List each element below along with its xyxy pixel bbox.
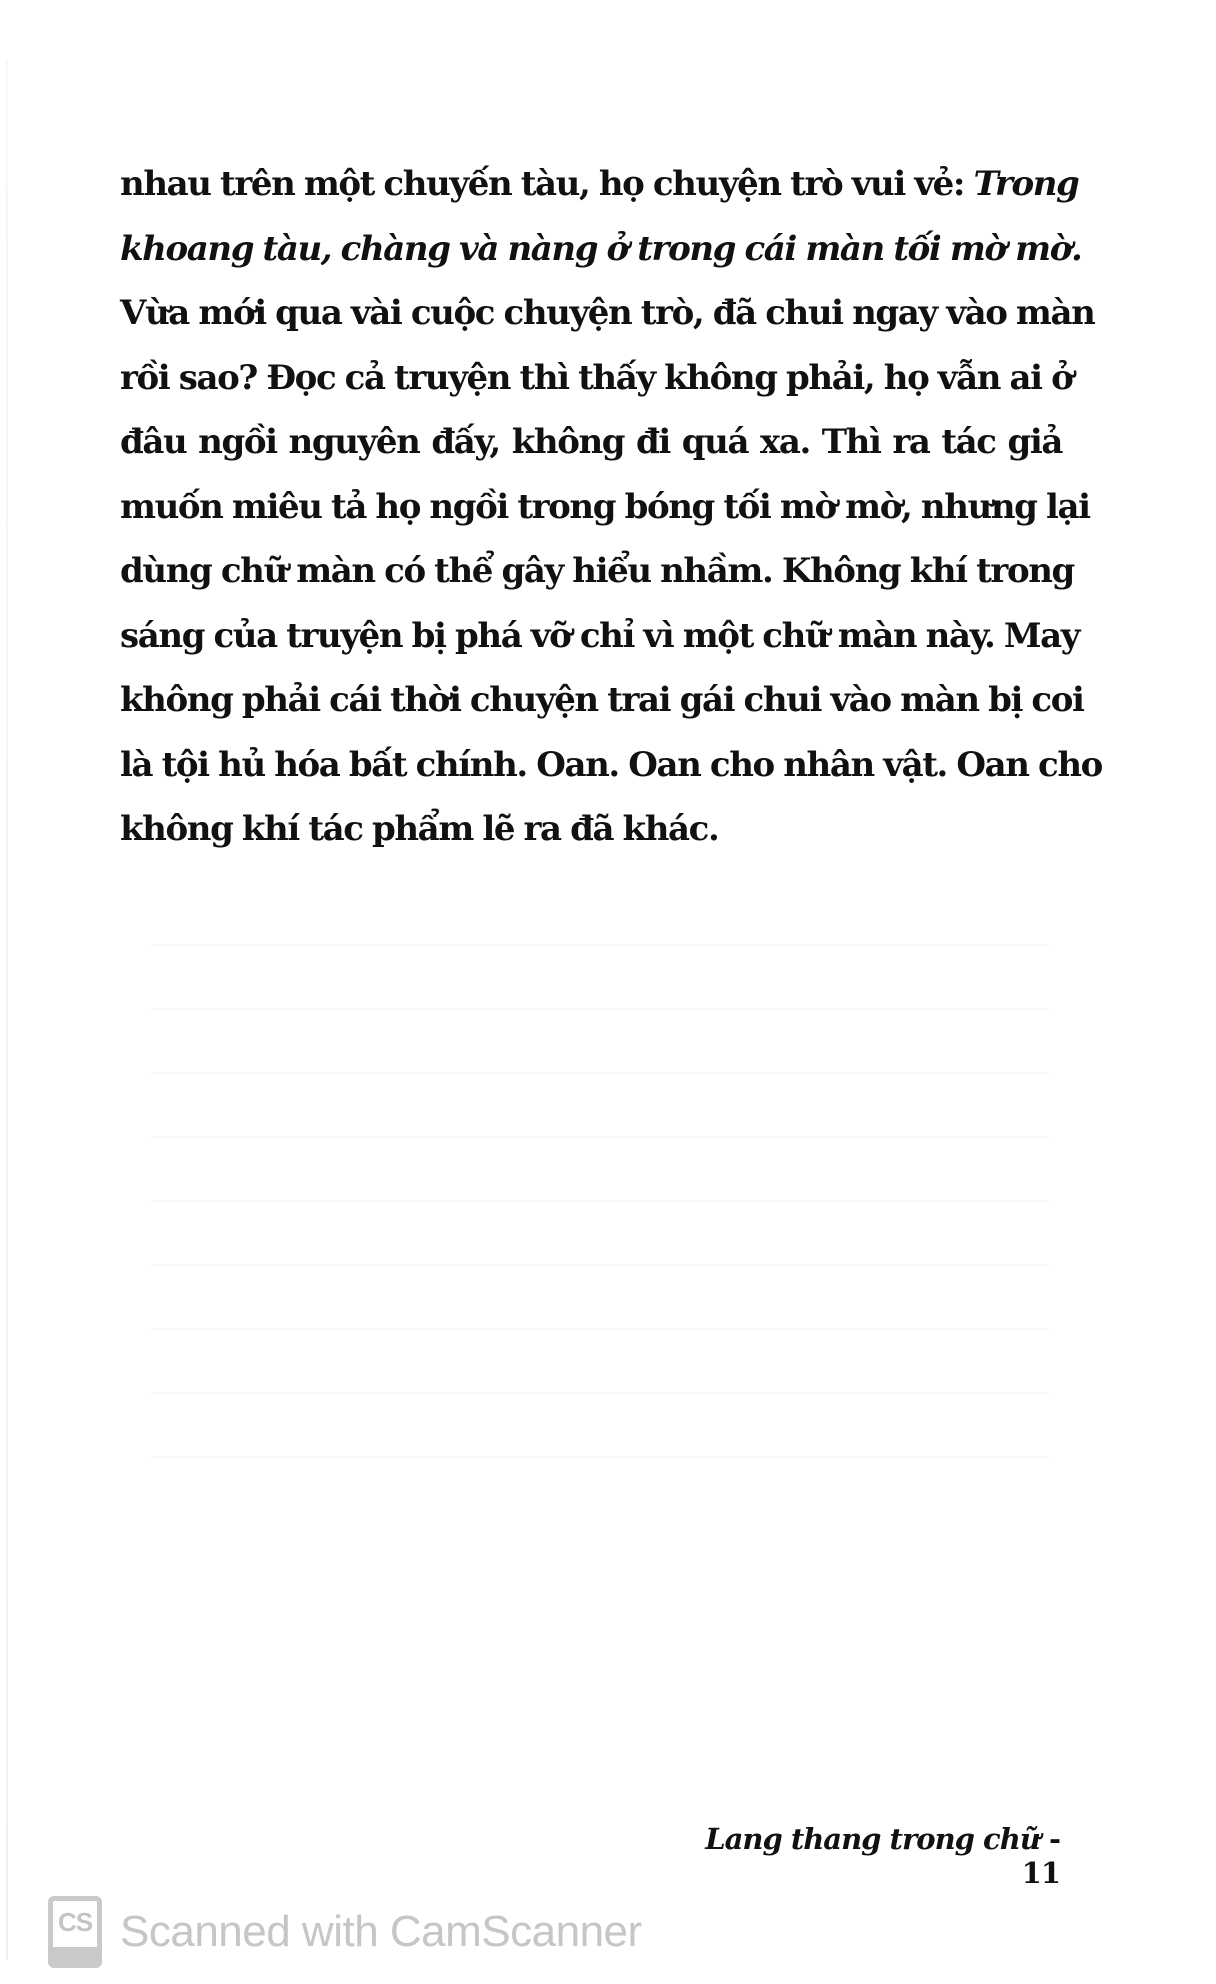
text-line-10: là tội hủ hóa bất chính. Oan. Oan cho nhân vật. Oan cho xyxy=(120,744,1102,785)
camscanner-watermark xyxy=(48,1896,642,1968)
show-through-bleed xyxy=(150,900,1050,1460)
camscanner-logo-icon xyxy=(48,1896,102,1968)
text-line-1: nhau trên một chuyến tàu, họ chuyện trò vui vẻ: Trong xyxy=(120,164,1079,204)
text-line-9: không phải cái thời chuyện trai gái chui vào màn bị coi xyxy=(120,680,1084,720)
text-line-6: muốn miêu tả họ ngồi trong bóng tối mờ mờ, nhưng lại xyxy=(120,486,1090,527)
running-footer xyxy=(700,1822,1060,1890)
watermark-text: Scanned with CamScanner xyxy=(120,1907,642,1956)
text-line-8: sáng của truyện bị phá vỡ chỉ vì một chữ màn này. May xyxy=(120,615,1080,656)
page-edge-shadow xyxy=(6,60,8,1960)
logo-bar xyxy=(53,1947,97,1963)
body-paragraph xyxy=(120,152,1102,862)
text-line-5: đâu ngồi nguyên đấy, không đi quá xa. Thì ra tác giả xyxy=(120,422,1062,462)
logo-text: CS xyxy=(57,1907,93,1937)
text-line-3: Vừa mới qua vài cuộc chuyện trò, đã chui ngay vào màn xyxy=(120,293,1095,333)
footer-book-title: Lang thang trong chữ xyxy=(705,1822,1040,1856)
text-line-11: không khí tác phẩm lẽ ra đã khác. xyxy=(120,809,719,849)
page-number: 11 xyxy=(1021,1856,1060,1890)
footer-separator: - xyxy=(1039,1822,1060,1856)
text-line-2: khoang tàu, chàng và nàng ở trong cái màn tối mờ mờ. xyxy=(120,228,1082,269)
text-line-4: rồi sao? Đọc cả truyện thì thấy không phải, họ vẫn ai ở xyxy=(120,357,1073,398)
text-line-7: dùng chữ màn có thể gây hiểu nhầm. Không khí trong xyxy=(120,551,1074,591)
